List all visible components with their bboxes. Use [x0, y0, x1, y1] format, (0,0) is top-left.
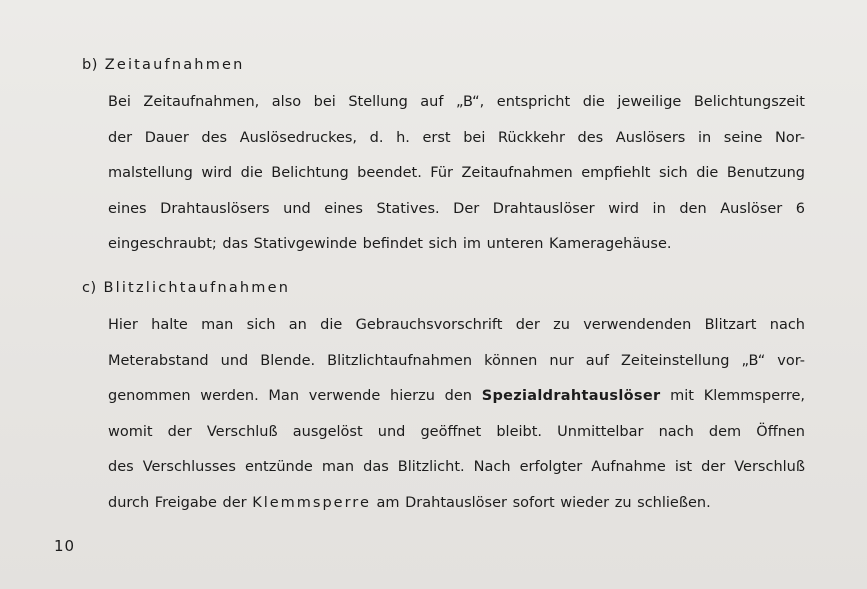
- line-text: durch Freigabe der: [108, 494, 253, 511]
- section-b-letter: b): [82, 57, 98, 73]
- paragraph-line: eingeschraubt; das Stativgewinde befindet sich im unteren Kameragehäuse.: [108, 236, 672, 252]
- section-c-heading: [82, 280, 290, 296]
- section-b-paragraph: [108, 92, 805, 270]
- section-c-title: Blitzlichtaufnahmen: [103, 280, 291, 296]
- page-number: 10: [54, 537, 76, 555]
- paragraph-line: des Verschlusses entzünde man das Blitzlicht. Nach erfolgter Aufnahme ist der Verschluß: [108, 459, 805, 475]
- paragraph-line: Hier halte man sich an die Gebrauchsvorschrift der zu verwendenden Blitzart nach: [108, 317, 805, 333]
- paragraph-line: womit der Verschluß ausgelöst und geöffnet bleibt. Unmittelbar nach dem Öffnen: [108, 423, 805, 440]
- section-c-paragraph: [108, 315, 805, 528]
- paragraph-line: eines Drahtauslösers und eines Statives. Der Drahtauslöser wird in den Auslöser 6: [108, 200, 805, 217]
- paragraph-line: [108, 386, 805, 422]
- paragraph-line: [108, 493, 805, 529]
- section-b-heading: [82, 57, 245, 73]
- section-b-title: Zeitaufnahmen: [104, 57, 245, 73]
- line-text: mit Klemmsperre,: [660, 388, 805, 404]
- section-c-letter: c): [82, 280, 97, 296]
- spaced-term: Klemmsperre: [252, 494, 371, 511]
- line-text: genommen werden. Man verwende hierzu den: [108, 388, 482, 404]
- paragraph-line: Meterabstand und Blende. Blitzlichtaufnahmen können nur auf Zeiteinstellung „B“ vor-: [108, 352, 805, 369]
- bold-term: Spezialdrahtauslöser: [481, 388, 661, 404]
- line-text: am Drahtauslöser sofort wieder zu schließen.: [370, 494, 711, 511]
- paragraph-line: malstellung wird die Belichtung beendet. Für Zeitaufnahmen empfiehlt sich die Benutzung: [108, 165, 805, 181]
- paragraph-line: der Dauer des Auslösedruckes, d. h. erst bei Rückkehr des Auslösers in seine Nor-: [108, 129, 805, 146]
- paragraph-line: Bei Zeitaufnahmen, also bei Stellung auf „B“, entspricht die jeweilige Belichtungszeit: [108, 94, 805, 110]
